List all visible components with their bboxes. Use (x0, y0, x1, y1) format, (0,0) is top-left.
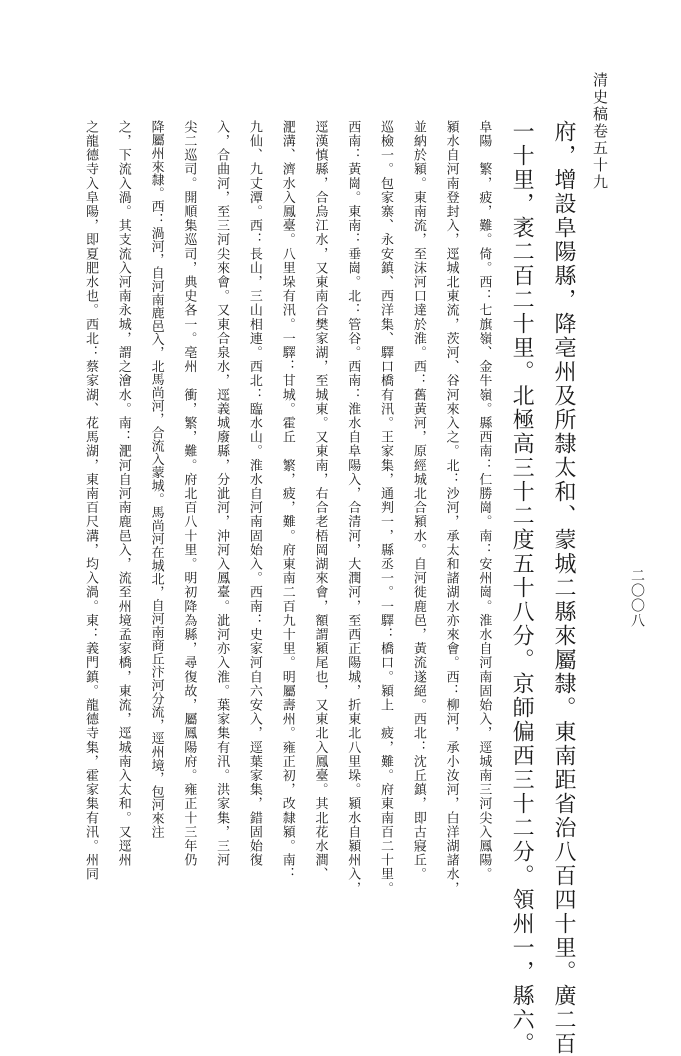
text-column: 淝溝、濟水入鳳臺。八里垛有汛。一驛：甘城。霍丘 繁，疲，難。府東南二百九十里。明屬壽州。雍正初，改隸潁。南： (279, 120, 295, 882)
text-column: 降屬州來隸。西：渦河，自河南鹿邑入，北馬尚河，合流入蒙城。馬尚河在城北，自河南商丘汴河分流，逕州境，包河來注 (148, 120, 164, 839)
running-header: 清史稿卷五十九 (591, 72, 609, 191)
text-column: 府，增設阜陽縣，降亳州及所隸太和、蒙城二縣來屬隸。東南距省治八百四十里。廣二百 (550, 120, 576, 1056)
text-column: 尖二巡司。開順集巡司，典史各一。亳州 衝，繁，難。府北百八十里。明初降為縣，尋復故，屬鳳陽府。雍正十三年仍 (181, 120, 197, 868)
text-column: 巡檢一。包家寨、永安鎮、西洋集、驛口橋有汛。王家集，通判一，縣丞一。一驛：橋口。潁上 疲，難。府東南百二十里。 (378, 120, 394, 896)
text-column: 並納於潁。東南流，至沫河口達於淮。西：舊黃河，原經城北合潁水。自河徙鹿邑，黃流遂絕。西北：沈丘鎮，即古寢丘。 (410, 120, 426, 882)
text-column: 西南：黃崗。東南：垂崗。北：管谷。西南：淮水自阜陽入，合清河，大潤河，至西正陽城，折東北八里垛。潁水自潁州入， (345, 120, 361, 896)
text-column: 之，下流入渦。其支流入河南永城，謂之澮水。南：淝河自河南鹿邑入，流至州境孟家橋，東流，逕城南入太和。又逕州 (115, 120, 131, 868)
text-column: 逕漢慎縣，合烏江水，又東南合樊家湖，至城東。又東南，右合老梧岡湖來會，額謂潁尾也，又東北入鳳臺。其北花水澗、 (312, 120, 328, 882)
text-columns (83, 120, 576, 1056)
text-column: 之龍德寺入阜陽，即夏肥水也。西北：蔡家湖、花馬湖，東南百尺溝，均入渦。東：義門鎮。龍德寺集，霍家集有汛。州同 (83, 120, 98, 882)
page-number: 二〇〇八 (629, 568, 645, 628)
text-column: 阜陽 繁，疲，難。倚。西：七旗嶺、金牛嶺。縣西南：仁勝崗。南：安州崗。淮水自河南固始入，逕城南三河尖入鳳陽。 (476, 120, 492, 882)
text-column: 九仙、九丈潭。西：長山，三山相連。西北：臨水山。淮水自河南固始入。西南：史家河自六安入，逕葉家集，錯固始復 (246, 120, 262, 868)
text-column: 潁水自河南登封入，逕城北東流，茨河、谷河來入之。北：沙河，承太和諸湖水亦來會。西：柳河，承小汝河，白洋湖諸水， (443, 120, 459, 896)
text-column: 入，合曲河，至三河尖來會。又東合泉水，逕義城廢縣，分泚河，沖河入鳳臺。泚河亦入淮。葉家集有汛。洪家集，三河 (214, 120, 230, 868)
text-column: 一十里，袤二百二十里。北極高三十二度五十八分。京師偏西三十二分。領州一，縣六。 (509, 120, 535, 1056)
